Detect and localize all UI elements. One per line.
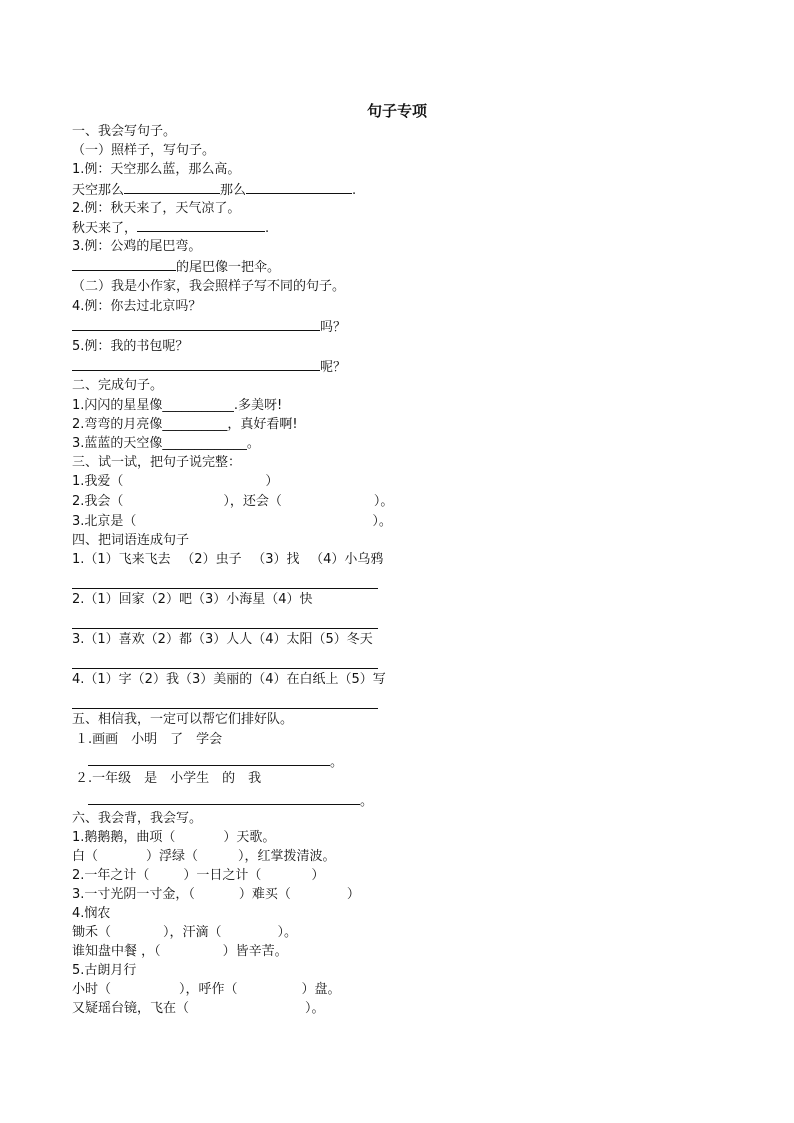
answer-blank[interactable] <box>72 318 320 331</box>
poem-line-6: 锄禾（ ），汗滴（ ）。 <box>72 925 298 940</box>
order-answer-2: 。 <box>88 792 373 811</box>
poem-line-7: 谁知盘中餐 ，（ ）皆辛苦。 <box>72 944 288 959</box>
section-6-heading: 六、我会背，我会写。 <box>72 811 203 826</box>
example-3: 3.例：公鸡的尾巴弯。 <box>72 239 202 254</box>
answer-blank[interactable] <box>246 181 352 194</box>
order-words-2: ２.一年级 是 小学生 的 我 <box>75 771 262 786</box>
exercise-4-line: 吗？ <box>72 318 346 337</box>
say-complete-3: 3.北京是（ ）。 <box>72 514 392 529</box>
section-1-sub1: （一）照样子，写句子。 <box>72 143 216 158</box>
poem-line-1: 1.鹅鹅鹅，曲项（ ）天歌。 <box>72 830 276 845</box>
exercise-1-line: 天空那么 那么 . <box>72 183 357 198</box>
poem-title-mingnong: 4.悯农 <box>72 906 111 921</box>
order-answer-1: 。 <box>88 753 343 772</box>
answer-line[interactable] <box>72 628 378 629</box>
section-2-heading: 二、完成句子。 <box>72 378 164 393</box>
exercise-2-line: 秋天来了， . <box>72 221 270 236</box>
example-4: 4.例：你去过北京吗？ <box>72 299 202 314</box>
answer-blank[interactable] <box>72 358 320 371</box>
poem-line-3: 2.一年之计（ ）一日之计（ ） <box>72 868 325 883</box>
section-5-heading: 五、相信我，一定可以帮它们排好队。 <box>72 712 294 727</box>
poem-line-2: 白（ ）浮绿（ ），红掌拨清波。 <box>72 849 336 864</box>
exercise-5-line: 呢？ <box>72 358 346 377</box>
answer-blank[interactable] <box>124 181 220 194</box>
example-5: 5.例：我的书包呢？ <box>72 339 189 354</box>
exercise-3-line: 的尾巴像一把伞。 <box>72 258 280 277</box>
complete-sentence-3: 3.蓝蓝的天空像_____________。 <box>72 436 260 451</box>
poem-line-4: 3.一寸光阴一寸金，（ ）难买（ ） <box>72 887 360 902</box>
example-1: 1.例：天空那么蓝，那么高。 <box>72 162 241 177</box>
section-3-heading: 三、试一试，把句子说完整： <box>72 455 242 470</box>
complete-sentence-1: 1.闪闪的星星像___________.多美呀! <box>72 398 283 413</box>
word-group-4: 4.（1）字（2）我（3）美丽的（4）在白纸上（5）写 <box>72 672 386 687</box>
example-2: 2.例：秋天来了，天气凉了。 <box>72 201 241 216</box>
poem-line-10: 又疑瑶台镜，飞在（ ）。 <box>72 1001 325 1016</box>
answer-line[interactable] <box>72 588 378 589</box>
answer-blank[interactable] <box>88 753 330 766</box>
order-words-1: １.画画 小明 了 学会 <box>75 732 223 747</box>
word-group-1: 1.（1）飞来飞去 （2）虫子 （3）找 （4）小乌鸦 <box>72 552 384 567</box>
say-complete-2: 2.我会（ ），还会（ ）。 <box>72 494 394 509</box>
word-group-3: 3.（1）喜欢（2）都（3）人人（4）太阳（5）冬天 <box>72 632 373 647</box>
answer-line[interactable] <box>72 708 378 709</box>
answer-blank[interactable] <box>88 792 360 805</box>
page-title: 句子专项 <box>366 102 427 120</box>
answer-blank[interactable] <box>137 219 265 232</box>
complete-sentence-2: 2.弯弯的月亮像__________，真好看啊! <box>72 417 298 432</box>
word-group-2: 2.（1）回家（2）吧（3）小海星（4）快 <box>72 592 313 607</box>
section-1-heading: 一、我会写句子。 <box>72 124 177 139</box>
poem-line-9: 小时（ ），呼作（ ）盘。 <box>72 982 341 997</box>
poem-title-gulangyuexing: 5.古朗月行 <box>72 963 137 978</box>
section-1-sub2: （二）我是小作家，我会照样子写不同的句子。 <box>72 279 346 294</box>
say-complete-1: 1.我爱（ ） <box>72 474 279 489</box>
answer-blank[interactable] <box>72 258 176 271</box>
section-4-heading: 四、把词语连成句子 <box>72 533 190 548</box>
answer-line[interactable] <box>72 668 378 669</box>
